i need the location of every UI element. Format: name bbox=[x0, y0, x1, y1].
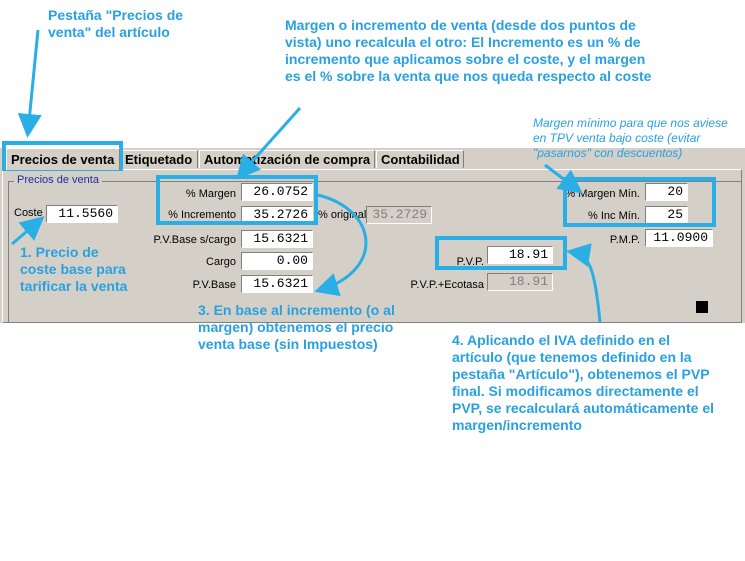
note-minimos: Margen mínimo para que nos aviese en TPV venta bajo coste (evitar "pasarnos" con descuentos) bbox=[533, 116, 728, 160]
pv-base-field[interactable]: 15.6321 bbox=[241, 275, 313, 293]
group-title: Precios de venta bbox=[14, 174, 102, 186]
note-iva: 4. Aplicando el IVA definido en el artículo (que tenemos definido en la pestaña "Artículo"), obtenemos el PVP final. Si modificamos directamente el PVP, se recalculará automáticamente el margen/incremento bbox=[452, 332, 714, 433]
arrow-base bbox=[318, 195, 366, 290]
cargo-label: Cargo bbox=[206, 256, 236, 268]
margen-field[interactable]: 26.0752 bbox=[241, 183, 313, 201]
pmp-field[interactable]: 11.0900 bbox=[645, 229, 713, 247]
pv-base-sin-cargo-field[interactable]: 15.6321 bbox=[241, 230, 313, 248]
pvp-label: P.V.P. bbox=[456, 256, 484, 268]
cargo-field[interactable]: 0.00 bbox=[241, 252, 313, 270]
margen-label: % Margen bbox=[185, 188, 236, 200]
pmp-label: P.M.P. bbox=[609, 234, 640, 246]
note-coste: 1. Precio de coste base para tarificar la venta bbox=[20, 244, 128, 294]
arrow-tab bbox=[28, 30, 38, 132]
arrow-pvp bbox=[572, 252, 600, 322]
tab-automatizacion-de-compra[interactable]: Automatización de compra bbox=[199, 150, 375, 168]
margen-min-field[interactable]: 20 bbox=[645, 183, 688, 201]
arrow-minimos bbox=[545, 165, 578, 190]
pv-base-label: P.V.Base bbox=[192, 279, 236, 291]
tab-contabilidad[interactable]: Contabilidad bbox=[376, 150, 464, 168]
note-tab: Pestaña "Precios de venta" del artículo bbox=[48, 7, 184, 40]
coste-field[interactable]: 11.5560 bbox=[46, 205, 118, 223]
original-label: % original bbox=[318, 209, 367, 221]
pvp-field[interactable]: 18.91 bbox=[487, 246, 553, 264]
margen-min-label: % Margen Mín. bbox=[565, 188, 640, 200]
pvp-ecotasa-label: P.V.P.+Ecotasa bbox=[410, 279, 484, 291]
arrow-coste bbox=[12, 220, 40, 244]
note-margen: Margen o incremento de venta (desde dos puntos de vista) uno recalcula el otro: El Incremento es un % de incremento que aplicamos sobre el coste, y el margen es el % sobre la venta que nos queda respecto al coste bbox=[285, 17, 652, 84]
original-field: 35.2729 bbox=[366, 206, 432, 224]
inc-min-label: % Inc Mín. bbox=[588, 210, 640, 222]
arrow-margen bbox=[240, 108, 300, 175]
pvp-ecotasa-field: 18.91 bbox=[487, 273, 553, 291]
note-base: 3. En base al incremento (o al margen) obtenemos el precio venta base (sin Impuestos) bbox=[198, 302, 395, 352]
inc-min-field[interactable]: 25 bbox=[645, 206, 688, 224]
coste-label: Coste bbox=[14, 207, 43, 219]
incremento-label: % Incremento bbox=[168, 209, 236, 221]
incremento-field[interactable]: 35.2726 bbox=[241, 206, 313, 224]
pv-base-sin-cargo-label: P.V.Base s/cargo bbox=[153, 234, 236, 246]
tab-precios-de-venta[interactable]: Precios de venta bbox=[6, 148, 120, 170]
tab-etiquetado[interactable]: Etiquetado bbox=[120, 150, 198, 168]
